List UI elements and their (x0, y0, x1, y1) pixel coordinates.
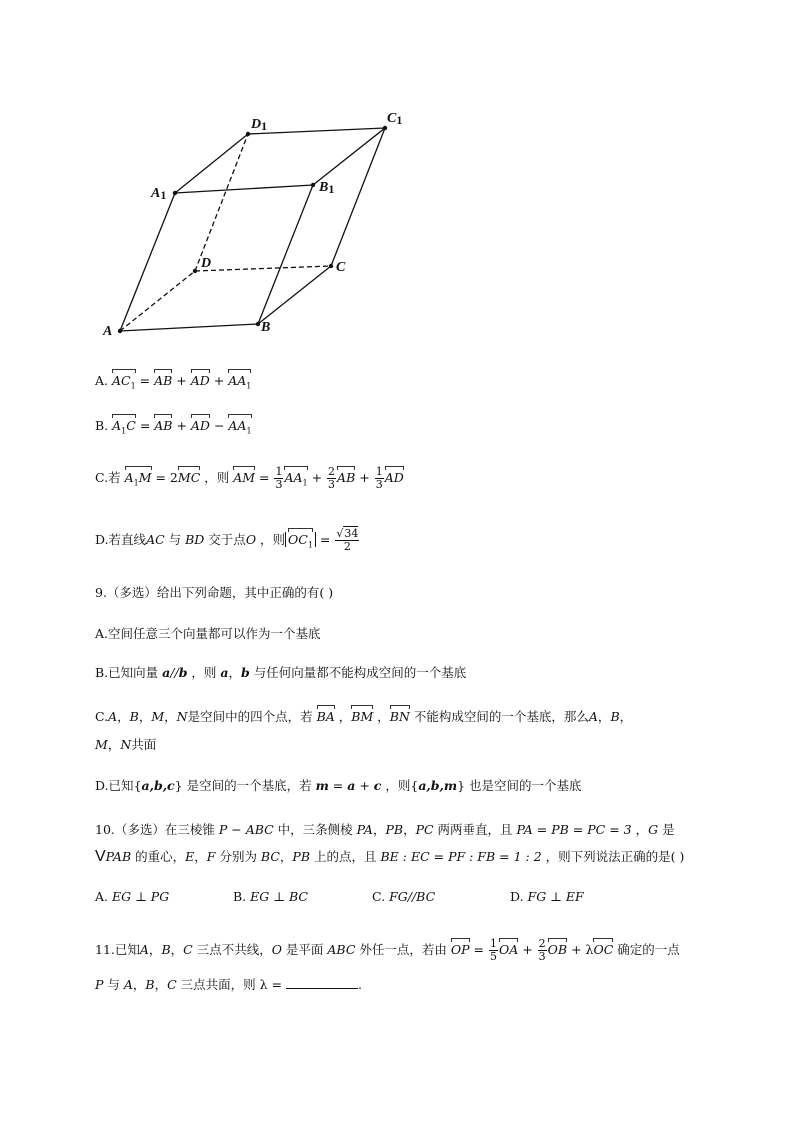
edge-B-B1 (258, 185, 313, 324)
q10-option-d: D. FG ⊥ EF (510, 889, 584, 904)
point-B1 (311, 183, 315, 187)
point-A1 (173, 191, 177, 195)
q8-option-c: C.若 $A_1M = 2MC$ ，则 AM = $\frac{1}{3}$ $AA_1$ + $\frac{2}{3}$ AB + $\frac{1}{3}$ AD (95, 465, 404, 491)
hidden-edge-A-D (120, 271, 195, 331)
q9-option-d: D.已知{a,b,c} 是空间的一个基底，若 m = a + c ，则{a,b,m} 也是空间的一个基底 (95, 778, 582, 793)
answer-blank[interactable] (286, 976, 358, 989)
q8-option-a: A. $AC_1$ = AB + AD + $AA_1$ (95, 372, 251, 396)
point-C (329, 264, 333, 268)
point-C1 (383, 126, 387, 130)
q11-stem-line1: 11.已知A，B，C 三点不共线，O 是平面 ABC 外任一点，若由 OP = $\frac{1}{5}$ OA + $\frac{2}{3}$ OB + λOC 确定的一点 (95, 937, 680, 963)
point-A (118, 329, 122, 333)
label-C: C (336, 260, 346, 275)
q9-option-a: A.空间任意三个向量都可以作为一个基底 (95, 626, 321, 641)
q9-option-c: C.A，B，M，N是空间中的四个点，若 BA ，BM ，BN 不能构成空间的一个基底，那么A，B， (95, 709, 633, 724)
q9-option-b: B.已知向量 a//b ，则 a，b 与任何向量都不能构成空间的一个基底 (95, 665, 467, 680)
hidden-edge-D-D1 (195, 134, 248, 271)
parallelepiped-figure (95, 100, 425, 350)
label-A: A (103, 324, 113, 339)
edge-A1-B1 (175, 185, 313, 193)
vector-ac1: $AC_1$ (112, 372, 136, 396)
label-B1: B1 (319, 180, 335, 196)
edge-A-B (120, 324, 258, 331)
label-D1: D1 (251, 117, 268, 133)
label-D: D (201, 256, 212, 271)
q10-stem-line1: 10.（多选）在三棱锥 P − ABC 中，三条侧棱 PA，PB，PC 两两垂直，且 PA = PB = PC = 3 ，G 是 (95, 822, 675, 837)
label-A1: A1 (151, 186, 167, 202)
edge-D1-C1 (248, 128, 385, 134)
hidden-edge-D-C (195, 266, 331, 271)
q10-option-a: A. EG ⊥ PG (95, 889, 170, 904)
q10-option-b: B. EG ⊥ BC (233, 889, 308, 904)
point-D1 (246, 132, 250, 136)
q8-option-b: B. $A_1C$ = AB + AD − $AA_1$ (95, 417, 252, 441)
point-D (193, 269, 197, 273)
q8-option-d: D.若直线AC 与 BD 交于点O ，则 $OC_1$ = $\frac{√34}{2}$ (95, 527, 359, 553)
label-B: B (261, 320, 271, 335)
q9-stem: 9.（多选）给出下列命题，其中正确的有( ) (95, 585, 334, 600)
edge-A-A1 (120, 193, 175, 331)
q9-option-c-cont: M，N共面 (95, 737, 157, 752)
point-B (256, 322, 260, 326)
q10-option-c: C. FG//BC (372, 889, 436, 904)
q10-stem-line2: VPAB 的重心，E，F 分别为 BC，PB 上的点，且 BE : EC = PF : FB = 1 : 2 ，则下列说法正确的是( ) (95, 848, 685, 865)
label-C1: C1 (387, 111, 403, 127)
q11-stem-line2: P 与 A，B，C 三点共面，则 λ = . (95, 977, 362, 992)
